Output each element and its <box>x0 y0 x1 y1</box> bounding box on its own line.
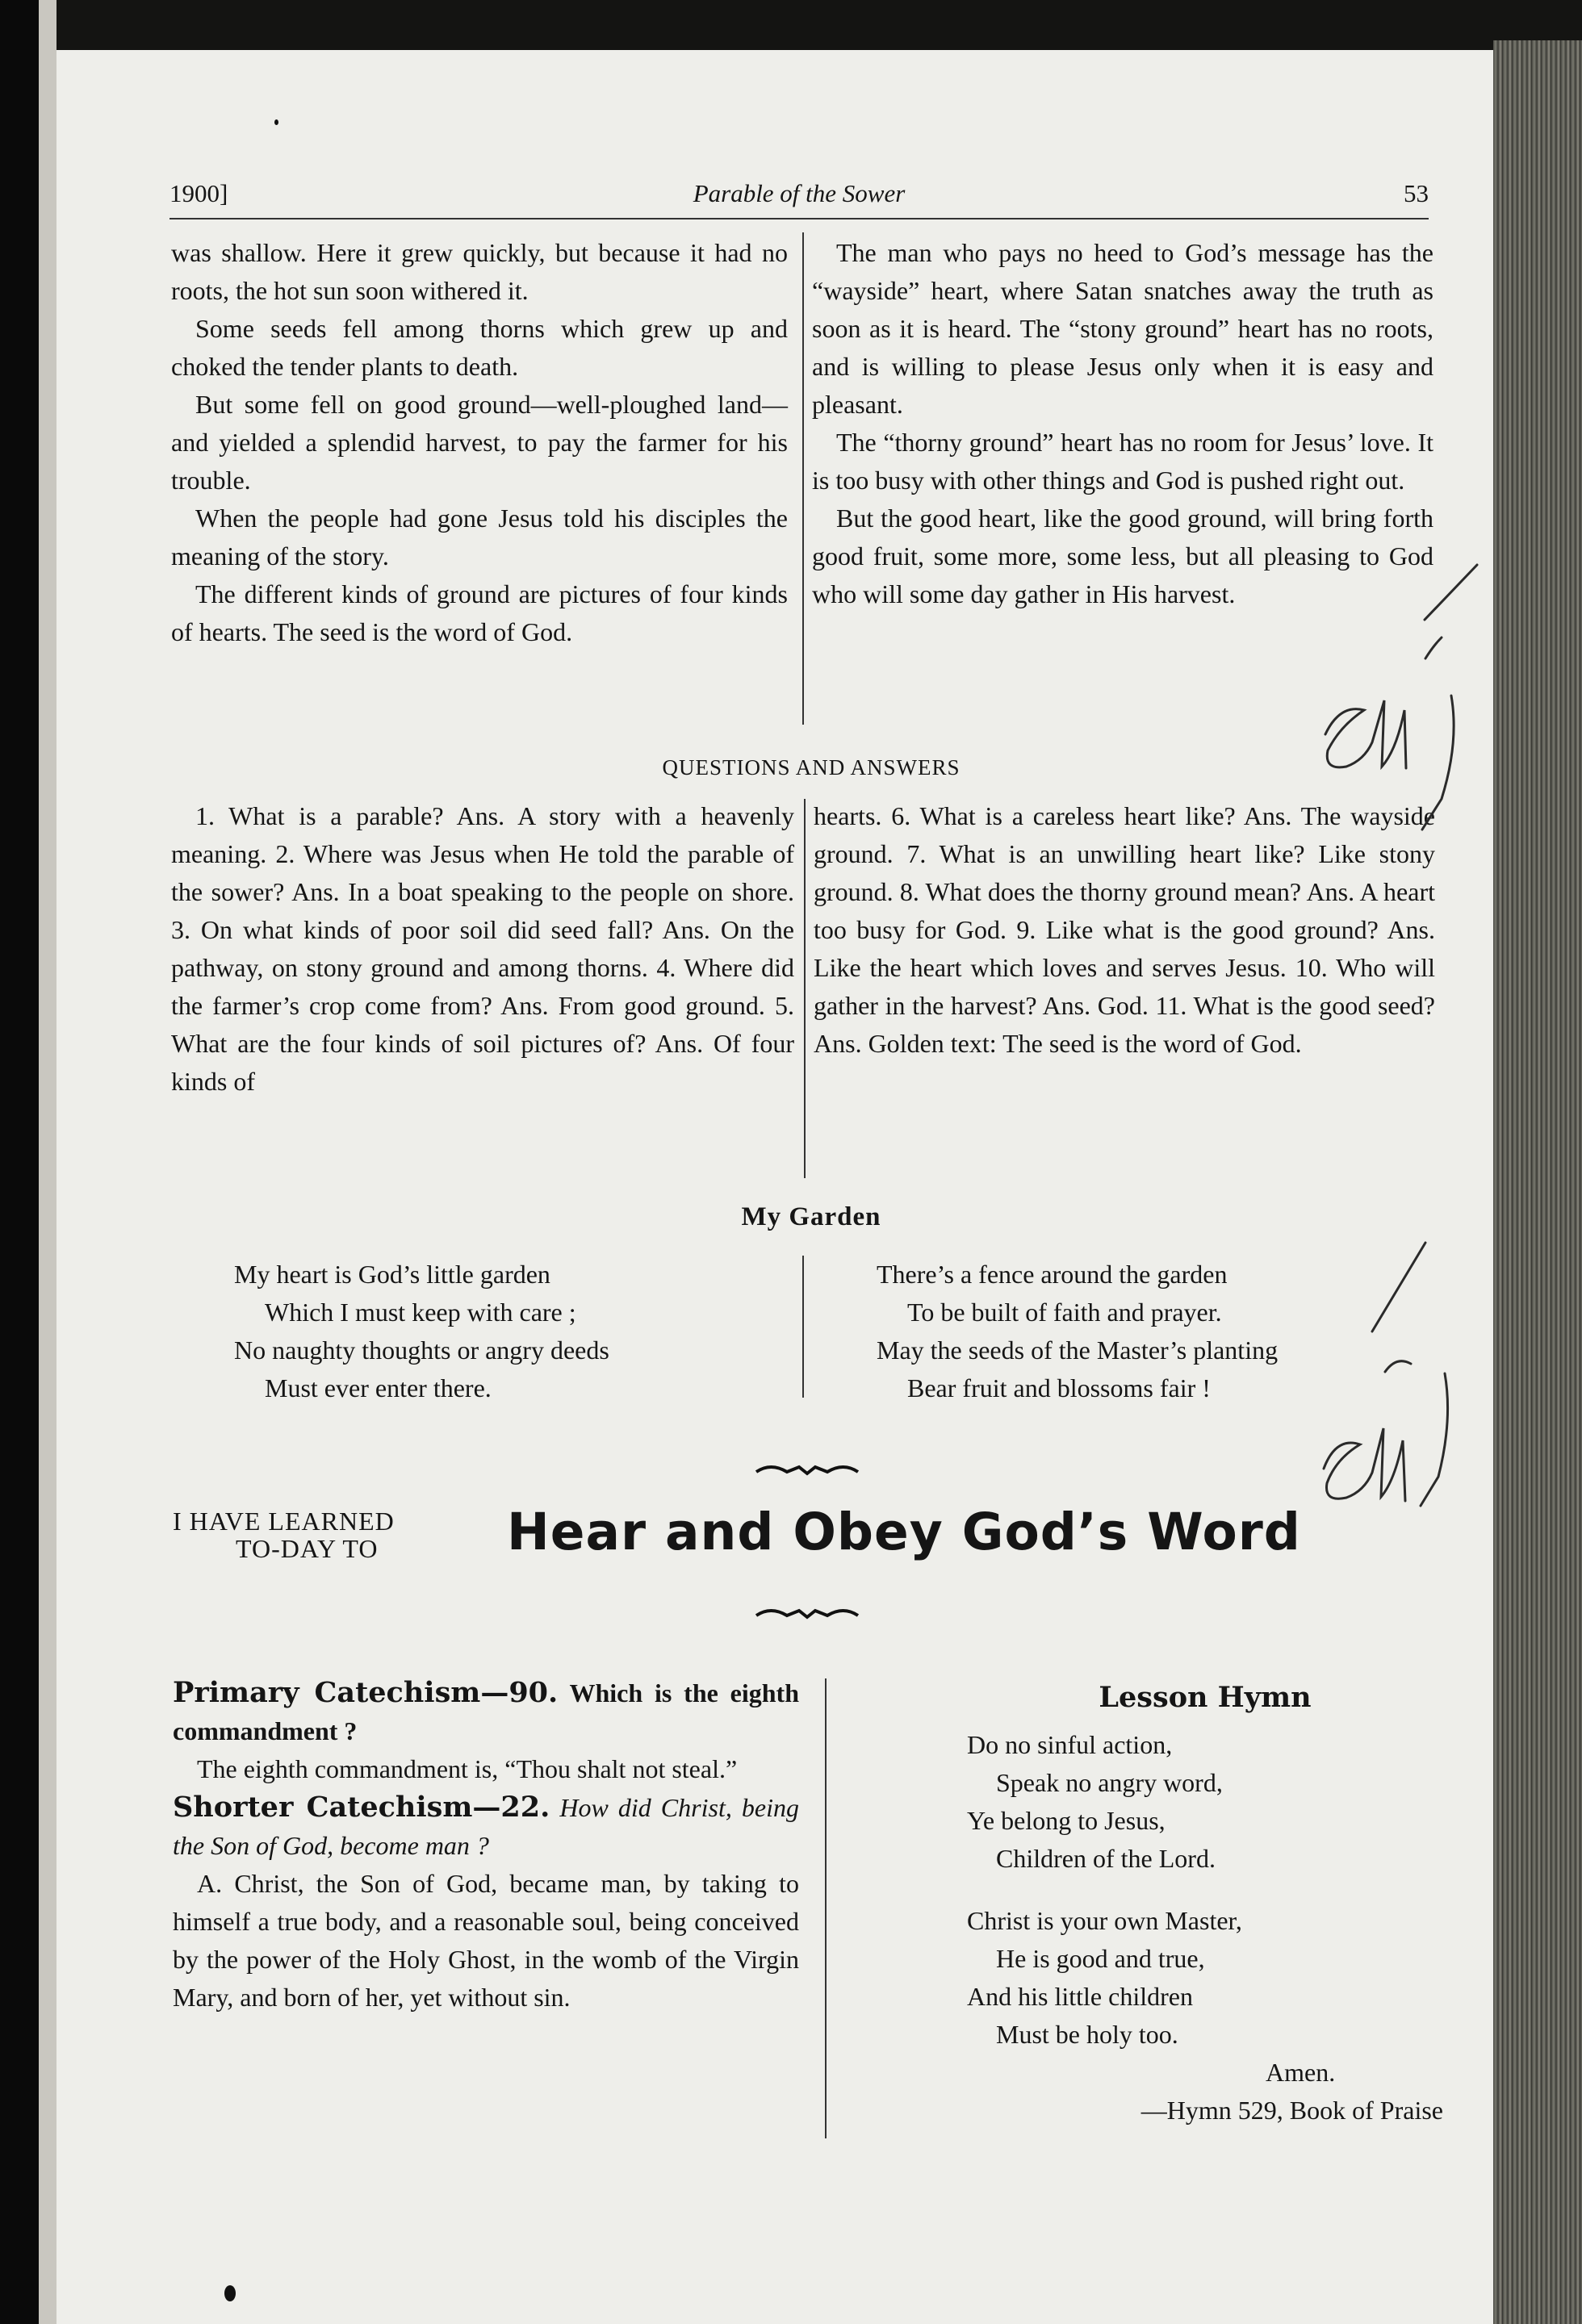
pencil-stroke <box>1425 637 1442 658</box>
qa-text: 1. What is a parable? Ans. A story with a heavenly meaning. 2. Where was Jesus when He told the parable of the sower? Ans. In a boat speaking to the people on shore. 3. On what kinds of poor soil did seed fall? Ans. On the pathway, on stony ground and among thorns. 4. Where did the farmer’s crop come from? Ans. From good ground. 5. What are the four kinds of soil pictures of? Ans. Of four kinds of <box>171 801 794 1096</box>
qa-heading: QUESTIONS AND ANSWERS <box>662 755 960 780</box>
running-head-year: 1900] <box>170 179 228 207</box>
poem-line: No naughty thoughts or angry deeds <box>234 1335 609 1365</box>
poem-line: Bear fruit and blossoms fair ! <box>907 1373 1211 1402</box>
page-number: 53 <box>1404 179 1429 207</box>
poem-title: My Garden <box>741 1202 881 1231</box>
hymn-line: And his little children <box>967 1982 1193 2011</box>
pencil-signature <box>1324 1428 1405 1501</box>
pencil-stroke <box>1372 1243 1425 1331</box>
hymn-line: He is good and true, <box>996 1944 1205 1973</box>
poem-line: Must ever enter there. <box>265 1373 492 1402</box>
hymn-line: Do no sinful action, <box>967 1730 1173 1759</box>
pencil-stroke <box>1421 1373 1448 1506</box>
poem-line: May the seeds of the Master’s planting <box>877 1335 1279 1365</box>
story-paragraph: When the people had gone Jesus told his disciples the meaning of the story. <box>171 504 788 571</box>
story-paragraph: The man who pays no heed to God’s message has the “wayside” heart, where Satan snatches away the truth as soon as it is heard. The “stony ground” heart has no roots, and is willing to please Jesus only when it is easy and pleasant. <box>812 238 1433 419</box>
poem-line: To be built of faith and prayer. <box>907 1298 1222 1327</box>
pencil-stroke <box>1385 1361 1411 1372</box>
shorter-catechism-answer: A. Christ, the Son of God, became man, by taking to himself a true body, and a reasonable soul, being conceived by the power of the Holy Ghost, in the womb of the Virgin Mary, and born of her, yet without sin. <box>173 1869 799 2012</box>
primary-question-text: Which is the eighth commandment ? <box>173 1678 799 1745</box>
story-paragraph: was shallow. Here it grew quickly, but because it had no roots, the hot sun soon withered it. <box>171 238 788 305</box>
poem-line: There’s a fence around the garden <box>877 1260 1228 1289</box>
hymn-source: —Hymn 529, Book of Praise <box>1140 2096 1443 2125</box>
story-paragraph: The different kinds of ground are pictures of four kinds of hearts. The seed is the word of God. <box>171 579 788 646</box>
learned-line-2: TO-DAY TO <box>236 1534 379 1563</box>
qa-text: hearts. 6. What is a careless heart like? Ans. The wayside ground. 7. What is an unwilling heart like? Like stony ground. 8. What does the thorny ground mean? Ans. A heart too busy for God. 9. Like what is the good ground? Ans. Like the heart which loves and serves Jesus. 10. Who will gather in the harvest? Ans. God. 11. What is the good seed? Ans. Golden text: The seed is the word of God. <box>814 801 1435 1058</box>
pencil-stroke <box>1422 696 1454 830</box>
hymn-line: Christ is your own Master, <box>967 1906 1242 1935</box>
poem-line: My heart is God’s little garden <box>234 1260 550 1289</box>
hymn-line: Ye belong to Jesus, <box>967 1806 1166 1835</box>
hymn-line: Must be holy too. <box>996 2020 1178 2049</box>
hymn-title: Lesson Hymn <box>1099 1681 1312 1714</box>
pencil-stroke <box>1425 565 1477 620</box>
lesson-motto: Hear and Obey God’s Word <box>507 1503 1301 1561</box>
learned-line-1: I HAVE LEARNED <box>173 1507 395 1536</box>
primary-catechism-answer: The eighth commandment is, “Thou shalt not steal.” <box>197 1754 738 1783</box>
story-paragraph: The “thorny ground” heart has no room for Jesus’ love. It is too busy with other things and God is pushed right out. <box>812 428 1433 495</box>
story-paragraph: Some seeds fell among thorns which grew up and choked the tender plants to death. <box>171 314 788 381</box>
hymn-line: Speak no angry word, <box>996 1768 1223 1797</box>
poem-line: Which I must keep with care ; <box>265 1298 576 1327</box>
hymn-amen: Amen. <box>1266 2058 1336 2087</box>
shorter-question-text: How did Christ, being the Son of God, become man ? <box>173 1793 799 1860</box>
pencil-signature <box>1325 700 1406 768</box>
hymn-line: Children of the Lord. <box>996 1844 1216 1873</box>
story-paragraph: But some fell on good ground—well-ploughed land—and yielded a splendid harvest, to pay the farmer for his trouble. <box>171 390 788 495</box>
story-paragraph: But the good heart, like the good ground, will bring forth good fruit, some more, some less, but all pleasing to God who will some day gather in His harvest. <box>812 504 1433 608</box>
running-head-title: Parable of the Sower <box>693 179 906 207</box>
shorter-catechism-heading: Shorter Catechism—22. <box>173 1791 550 1824</box>
primary-catechism-heading: Primary Catechism—90. <box>173 1676 559 1709</box>
